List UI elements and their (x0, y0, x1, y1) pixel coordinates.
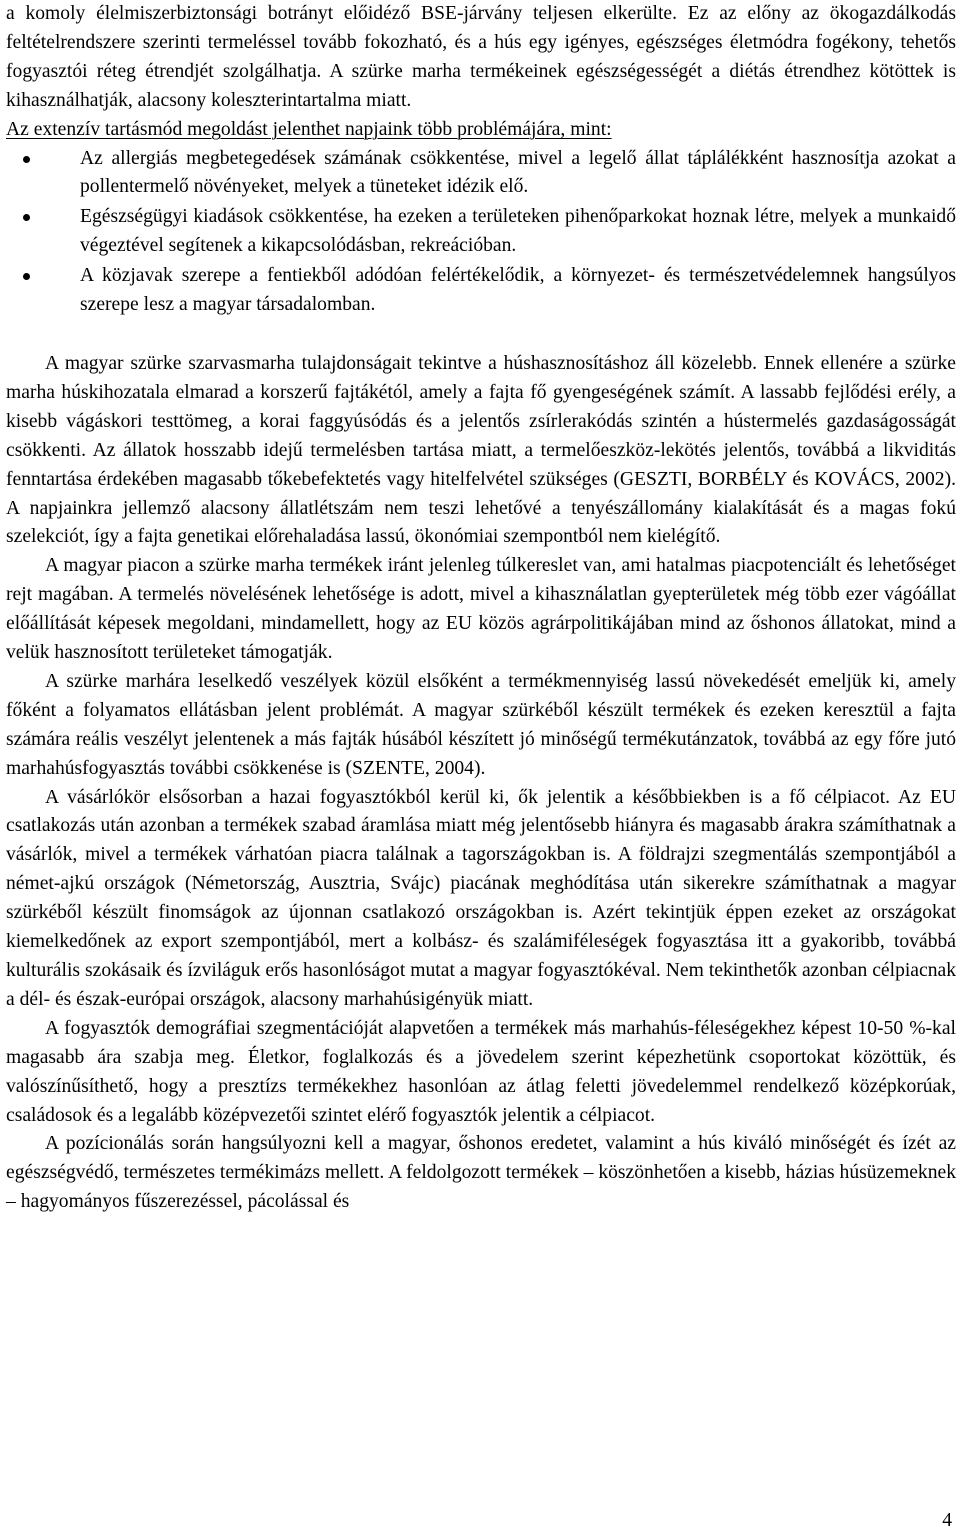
body-paragraph: A magyar szürke szarvasmarha tulajdonságait tekintve a húshasznosításhoz áll közelebb. Ennek ellenére a szürke marha húskihozatala elmarad a korszerű fajtákétól, amely a fajta fő gyengeségének számít. A lassabb fejlődési erély, a kisebb vágáskori testtömeg, a korai faggyúsódás és a jelentős zsírlerakódás szintén a hústermelés gazdaságosságát csökkenti. Az állatok hosszabb idejű termelésben tartása miatt, a termelőeszköz-lekötés jelentős, továbbá a likviditás fenntartása érdekében magasabb tőkebefektetés vagy hitelfelvétel szükséges (GESZTI, BORBÉLY és KOVÁCS, 2002). A napjainkra jellemző alacsony állatlétszám nem teszi lehetővé a tenyészállomány kialakítását és a magas fokú szelekciót, így a fajta genetikai előrehaladása lassú, ökonómiai szempontból nem kielégítő. (6, 352, 956, 548)
intro-paragraph: a komoly élelmiszerbiztonsági botrányt előidéző BSE-járvány teljesen elkerülte. Ez az előny az ökogazdálkodás feltételrendszere szerinti termeléssel tovább fokozható, és a hús egy igényes, egészséges életmódra fogékony, tehetős fogyasztói réteg étrendjét szolgálhatja. A szürke marha termékeinek egészségességét a diétás étrendhez kötöttek is kihasználhatják, alacsony koleszterintartalma miatt. (6, 3, 956, 111)
body-paragraph: A vásárlókör elsősorban a hazai fogyasztókból kerül ki, ők jelentik a későbbiekben is a fő célpiacot. Az EU csatlakozás után azonban a termékek szabad áramlása miatt még jelentősebb hiányra és magasabb árakra számíthatnak a vásárlók, mivel a termékek várhatóan piacra találnak a tagországokban is. A földrajzi szegmentálás szempontjából a német-ajkú országok (Németország, Ausztria, Svájc) piacának meghódítása után sikerekre számíthatnak a magyar szürkéből készült finomságok az újonnan csatlakozó országokban is. Azért tekintjük éppen ezeket az országokat kiemelkedőnek az export szempontjából, mert a kolbász- és szalámiféleségek fogyasztása itt a gyakoribb, továbbá kulturális szokásaik és ízviláguk erős hasonlóságot mutat a magyar fogyasztókéval. Nem tekinthetők azonban célpiacnak a dél- és észak-európai országok, alacsony marhahúsigényük miatt. (6, 786, 956, 1010)
body-paragraph: A szürke marhára leselkedő veszélyek közül elsőként a termékmennyiség lassú növekedését emeljük ki, amely főként a folyamatos ellátásban jelent problémát. A magyar szürkéből készült termékek és ezeken keresztül a fajta számára reális veszélyt jelentenek a más fajták húsából készített jó minőségű termékutánzatok, továbbá az egy főre jutó marhahúsfogyasztás további csökkenése is (SZENTE, 2004). (6, 670, 956, 779)
list-item-text: A közjavak szerepe a fentiekből adódóan felértékelődik, a környezet- és természetvédelemnek hangsúlyos szerepe lesz a magyar társadalomban. (80, 265, 956, 316)
document-page (6, 0, 956, 1217)
bullet-list (6, 145, 956, 320)
page-number: 4 (942, 1510, 952, 1531)
bullet-icon (23, 273, 30, 280)
bullet-icon (23, 214, 30, 221)
list-item (80, 203, 956, 261)
body-paragraph: A fogyasztók demográfiai szegmentációját alapvetően a termékek más marhahús-féleségekhez képest 10-50 %-kal magasabb ára szabja meg. Életkor, foglalkozás és a jövedelem szerint képezhetünk csoportokat közöttük, és valószínűsíthető, hogy a presztízs termékekhez hasonlóan az átlag feletti jövedelemmel rendelkező középkorúak, családosok és a legalább középvezetői szintet elérő fogyasztók jelentik a célpiacot. (6, 1017, 956, 1126)
list-item-text: Az allergiás megbetegedések számának csökkentése, mivel a legelő állat táplálékként hasznosítja azokat a pollentermelő növényeket, melyek a tüneteket idézik elő. (80, 147, 956, 198)
list-item (80, 262, 956, 320)
body-paragraph: A magyar piacon a szürke marha termékek iránt jelenleg túlkereslet van, ami hatalmas piacpotenciált és lehetőséget rejt magában. A termelés növelésének lehetősége is adott, mivel a kihasználatlan gyepterületek még több ezer vágóállat előállítását képesek megoldani, mindamellett, hogy az EU közös agrárpolitikájában mind az őshonos állatokat, mind a velük hasznosított területeket támogatják. (6, 555, 956, 664)
list-heading: Az extenzív tartásmód megoldást jelenthet napjaink több problémájára, mint: (6, 118, 612, 140)
section-gap (6, 321, 956, 350)
list-item (80, 145, 956, 203)
list-item-text: Egészségügyi kiadások csökkentése, ha ezeken a területeken pihenőparkokat hoznak létre, melyek a munkaidő végeztével segítenek a kikapcsolódásban, rekreációban. (80, 206, 956, 257)
bullet-icon (23, 156, 30, 163)
body-paragraph: A pozícionálás során hangsúlyozni kell a magyar, őshonos eredetet, valamint a hús kiváló minőségét és ízét az egészségvédő, természetes termékimázs mellett. A feldolgozott termékek – köszönhetően a kisebb, házias húsüzemeknek – hagyományos fűszerezéssel, pácolással és (6, 1133, 956, 1213)
